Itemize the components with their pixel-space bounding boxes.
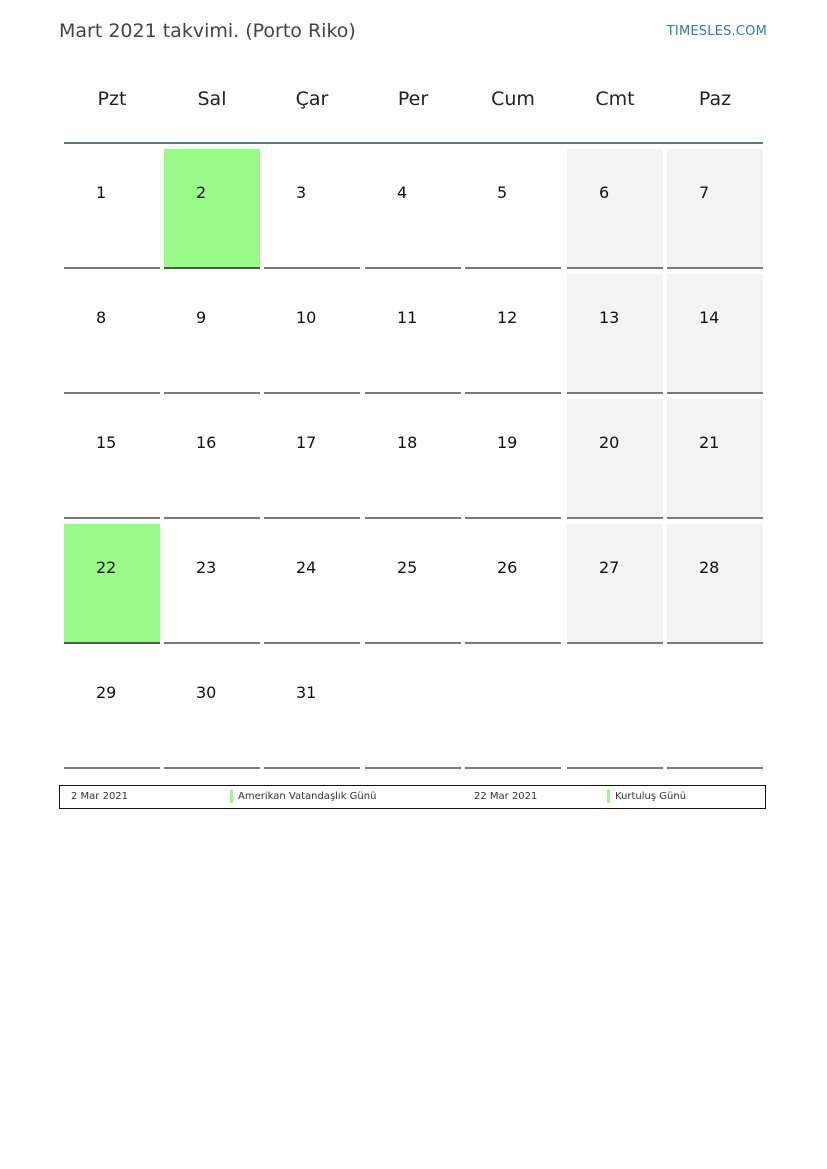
- day-cell: [164, 274, 260, 394]
- weekend-day-cell: [567, 399, 663, 519]
- day-cell: [264, 399, 360, 519]
- day-number: 4: [397, 183, 408, 202]
- day-number: 28: [699, 558, 720, 577]
- day-number: 30: [196, 683, 217, 702]
- day-cell: [465, 149, 561, 269]
- day-number: 13: [599, 308, 620, 327]
- holiday-legend: [59, 785, 766, 809]
- day-cell: [465, 524, 561, 644]
- day-number: 12: [497, 308, 518, 327]
- day-cell: [64, 649, 160, 769]
- day-number: 10: [296, 308, 317, 327]
- day-number: 31: [296, 683, 317, 702]
- weekday-saturday: Cmt: [595, 88, 635, 110]
- day-cell: [164, 524, 260, 644]
- day-cell: [164, 399, 260, 519]
- day-number: 14: [699, 308, 720, 327]
- day-cell: [264, 274, 360, 394]
- holiday-day-cell: [164, 149, 260, 269]
- weekday-monday: Pzt: [97, 88, 127, 110]
- legend-color-marker-2: [607, 790, 610, 803]
- day-number: 27: [599, 558, 620, 577]
- day-cell: [64, 399, 160, 519]
- weekend-day-cell: [667, 149, 763, 269]
- empty-day-cell: [465, 649, 561, 769]
- day-cell: [365, 149, 461, 269]
- day-number: 8: [96, 308, 107, 327]
- day-cell: [164, 649, 260, 769]
- legend-holiday-name-2: Kurtuluş Günü: [615, 791, 687, 802]
- day-number: 17: [296, 433, 317, 452]
- weekend-day-cell: [667, 524, 763, 644]
- day-number: 22: [96, 558, 117, 577]
- weekday-tuesday: Sal: [197, 88, 227, 110]
- day-number: 18: [397, 433, 418, 452]
- weekend-day-cell: [567, 274, 663, 394]
- weekday-friday: Cum: [491, 88, 535, 110]
- day-cell: [64, 149, 160, 269]
- day-number: 25: [397, 558, 418, 577]
- day-cell: [465, 399, 561, 519]
- empty-day-cell: [365, 649, 461, 769]
- day-number: 29: [96, 683, 117, 702]
- day-number: 19: [497, 433, 518, 452]
- weekday-thursday: Per: [397, 88, 429, 110]
- empty-day-cell: [667, 649, 763, 769]
- legend-date-2: 22 Mar 2021: [474, 791, 538, 802]
- day-number: 21: [699, 433, 720, 452]
- legend-date-1: 2 Mar 2021: [71, 791, 129, 802]
- page-title: Mart 2021 takvimi. (Porto Riko): [59, 20, 356, 42]
- day-number: 9: [196, 308, 207, 327]
- day-number: 5: [497, 183, 508, 202]
- day-number: 2: [196, 183, 207, 202]
- weekday-wednesday: Çar: [295, 88, 329, 110]
- legend-holiday-name-1: Amerikan Vatandaşlık Günü: [238, 791, 377, 802]
- day-number: 20: [599, 433, 620, 452]
- day-number: 23: [196, 558, 217, 577]
- empty-day-cell: [567, 649, 663, 769]
- day-number: 26: [497, 558, 518, 577]
- day-cell: [465, 274, 561, 394]
- day-number: 16: [196, 433, 217, 452]
- day-cell: [365, 399, 461, 519]
- day-number: 6: [599, 183, 610, 202]
- brand-link[interactable]: TIMESLES.COM: [666, 24, 767, 39]
- day-cell: [264, 149, 360, 269]
- day-number: 1: [96, 183, 107, 202]
- day-number: 7: [699, 183, 710, 202]
- weekend-day-cell: [667, 399, 763, 519]
- day-cell: [365, 274, 461, 394]
- day-cell: [264, 649, 360, 769]
- day-number: 24: [296, 558, 317, 577]
- legend-color-marker-1: [230, 790, 233, 803]
- day-cell: [365, 524, 461, 644]
- day-number: 11: [397, 308, 418, 327]
- weekend-day-cell: [567, 149, 663, 269]
- day-cell: [264, 524, 360, 644]
- weekend-day-cell: [567, 524, 663, 644]
- weekend-day-cell: [667, 274, 763, 394]
- day-number: 3: [296, 183, 307, 202]
- holiday-day-cell: [64, 524, 160, 644]
- weekday-sunday: Paz: [698, 88, 732, 110]
- day-cell: [64, 274, 160, 394]
- day-number: 15: [96, 433, 117, 452]
